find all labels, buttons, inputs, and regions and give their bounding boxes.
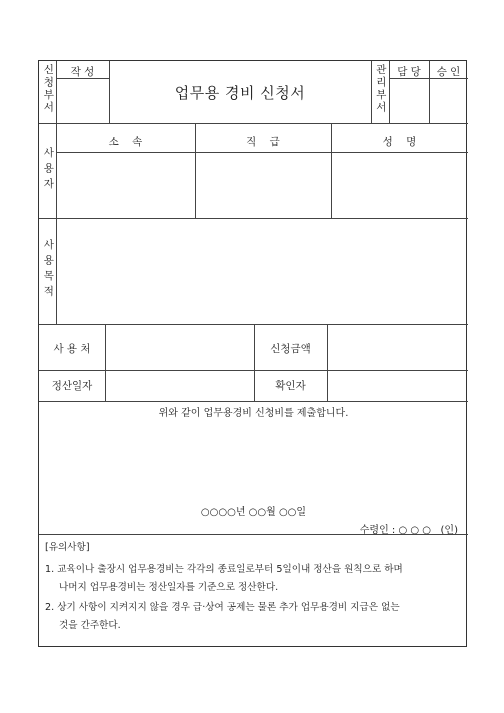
col-affiliation: 소 속	[108, 136, 143, 148]
purpose-field[interactable]	[56, 219, 468, 324]
settlement-date-field[interactable]	[106, 371, 254, 401]
expense-request-form	[38, 60, 467, 647]
confirmer-label: 확인자	[275, 380, 306, 392]
request-dept-label	[39, 64, 56, 114]
author-sign-box[interactable]	[56, 79, 109, 123]
settlement-date-label: 정산일자	[51, 380, 93, 392]
author-label: 작 성	[70, 66, 95, 78]
name-field[interactable]	[331, 153, 468, 218]
request-amount-field[interactable]	[328, 325, 468, 370]
form-title: 업무용 경비 신청서	[174, 84, 306, 102]
divider	[39, 123, 468, 124]
approval-sign-box[interactable]	[429, 79, 468, 123]
purpose-label	[39, 239, 56, 301]
usage-place-label: 사 용 처	[53, 343, 91, 355]
user-label	[39, 147, 56, 194]
notes-heading: [유의사항]	[45, 542, 90, 553]
submission-statement: 위와 같이 업무용경비 신청비를 제출합니다.	[158, 408, 349, 419]
manager-label: 담 당	[397, 66, 421, 78]
manage-dept-label-text: 관리부서	[374, 64, 387, 114]
usage-place-field[interactable]	[106, 325, 254, 370]
manager-sign-box[interactable]	[389, 79, 429, 123]
user-label-text: 사용자	[42, 147, 55, 194]
approval-label: 승 인	[436, 66, 461, 78]
note-item-1-line-1: 1. 교육이나 출장시 업무용경비는 각각의 종료일로부터 5일이내 정산을 원칙으로 하며	[45, 564, 403, 575]
purpose-label-text: 사용목적	[42, 239, 55, 301]
request-dept-label-text: 신청부서	[42, 64, 55, 114]
note-item-2-line-1: 2. 상기 사항이 지켜지지 않을 경우 급·상여 공제는 물론 추가 업무용경비 지급은 없는	[45, 602, 400, 613]
manage-dept-label	[371, 64, 389, 114]
note-item-1-line-2: 나머지 업무용경비는 정산일자를 기준으로 정산한다.	[59, 582, 279, 593]
confirmer-field[interactable]	[328, 371, 468, 401]
divider	[39, 401, 468, 402]
rank-field[interactable]	[195, 153, 331, 218]
request-amount-label: 신청금액	[270, 343, 311, 355]
col-name: 성 명	[382, 136, 417, 148]
note-item-2-line-2: 것을 간주한다.	[59, 620, 121, 631]
recipient-line: 수령인 : ○ ○ ○ (인)	[359, 525, 458, 536]
submission-date: ○○○○년 ○○월 ○○일	[200, 507, 307, 518]
col-rank: 직 급	[246, 136, 280, 148]
divider	[39, 534, 468, 535]
affiliation-field[interactable]	[56, 153, 195, 218]
